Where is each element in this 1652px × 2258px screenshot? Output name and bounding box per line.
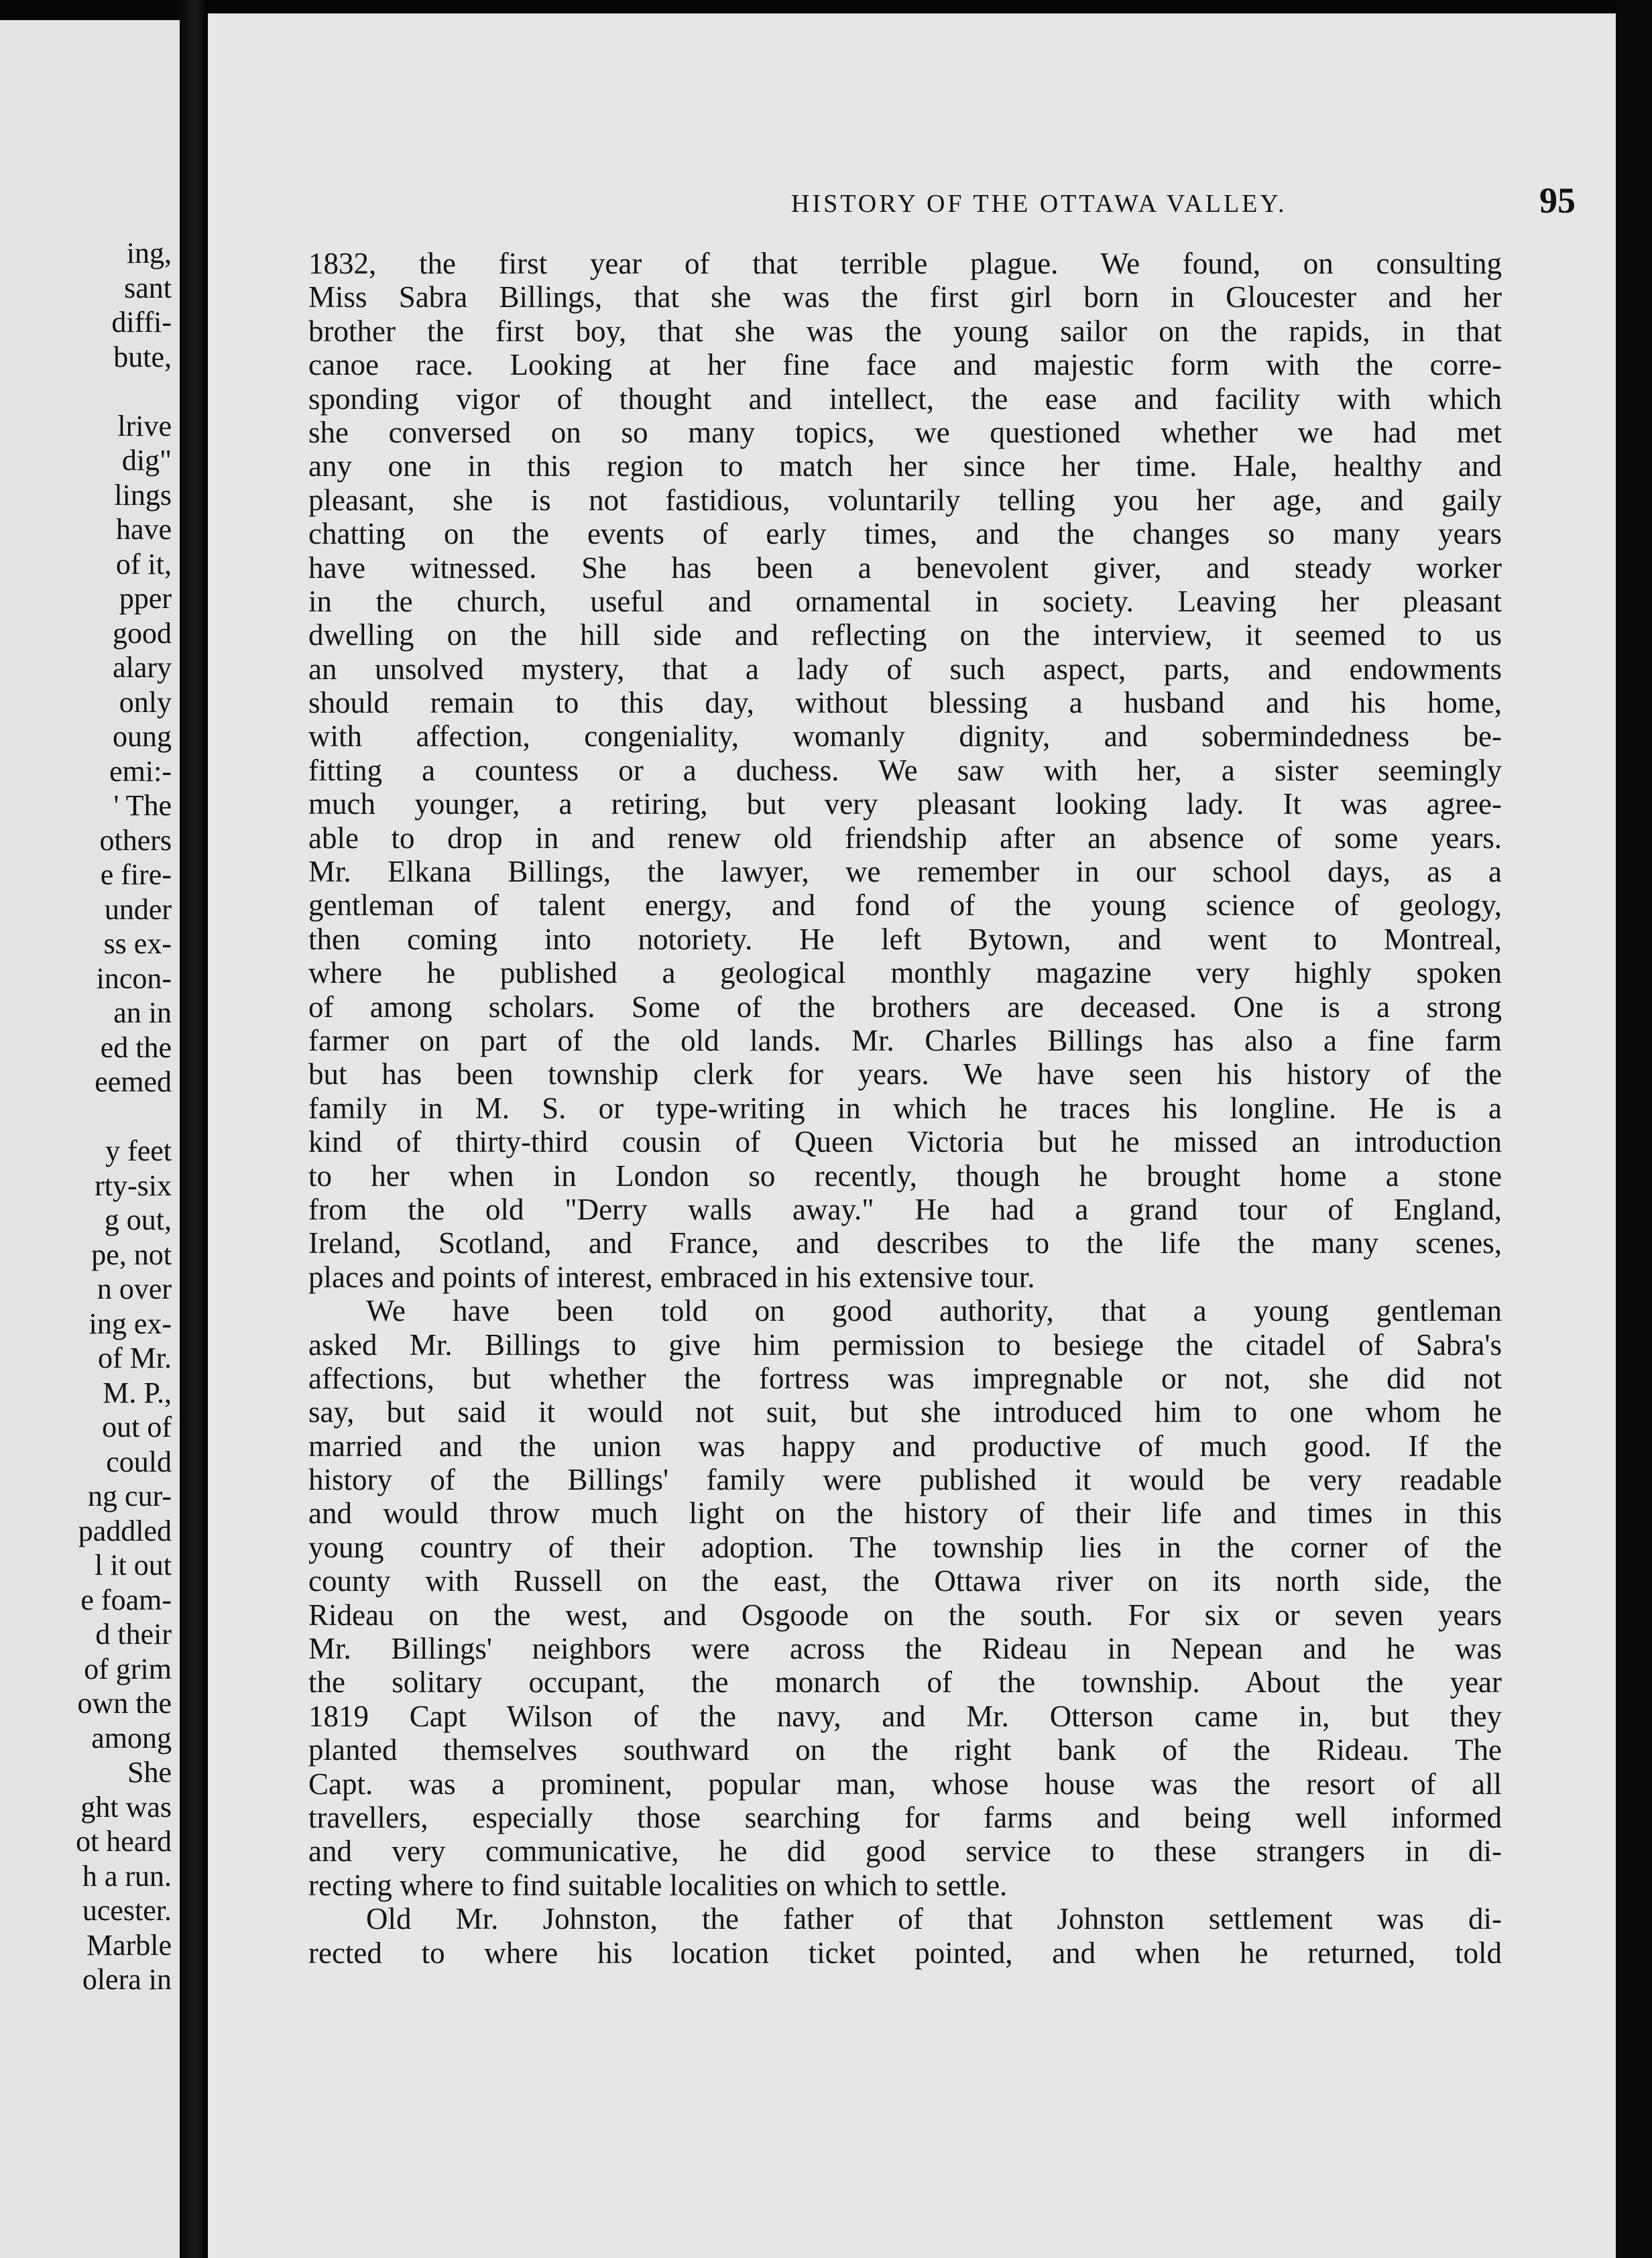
facing-page-fragment: She bbox=[127, 1756, 172, 1789]
facing-page-fragment: incon- bbox=[96, 961, 172, 995]
text-line: 1819 Capt Wilson of the navy, and Mr. Otterson came in, but they bbox=[308, 1699, 1502, 1733]
facing-page-fragment: good bbox=[113, 616, 172, 650]
facing-page-fragment: y feet bbox=[105, 1134, 172, 1167]
text-line: then coming into notoriety. He left Bytown, and went to Montreal, bbox=[308, 922, 1502, 956]
text-line: of among scholars. Some of the brothers are deceased. One is a strong bbox=[308, 990, 1502, 1024]
text-line: fitting a countess or a duchess. We saw with her, a sister seemingly bbox=[308, 753, 1502, 787]
facing-page-fragment: only bbox=[119, 685, 172, 719]
text-line: and would throw much light on the history of their life and times in this bbox=[308, 1496, 1502, 1531]
facing-page-fragment: dig" bbox=[121, 444, 172, 477]
text-line: Capt. was a prominent, popular man, whose house was the resort of all bbox=[308, 1767, 1502, 1801]
facing-page-fragment: others bbox=[99, 823, 172, 857]
facing-page-fragment: could bbox=[106, 1445, 172, 1478]
text-line: say, but said it would not suit, but she introduced him to one whom he bbox=[308, 1395, 1502, 1429]
facing-page-fragment: n over bbox=[97, 1272, 172, 1305]
facing-page-fragment: g out, bbox=[104, 1203, 172, 1236]
text-line: pleasant, she is not fastidious, voluntarily telling you her age, and gaily bbox=[308, 483, 1502, 517]
text-line: have witnessed. She has been a benevolent giver, and steady worker bbox=[308, 550, 1502, 585]
text-line: from the old "Derry walls away." He had a grand tour of England, bbox=[308, 1192, 1502, 1226]
facing-page-fragment: d their bbox=[95, 1618, 172, 1651]
text-line: kind of thirty-third cousin of Queen Victoria but he missed an introduction bbox=[308, 1125, 1502, 1159]
text-line: chatting on the events of early times, and the changes so many years bbox=[308, 517, 1502, 551]
facing-page-fragment: rty-six bbox=[95, 1169, 172, 1202]
text-line: Miss Sabra Billings, that she was the first girl born in Gloucester and her bbox=[308, 280, 1502, 314]
facing-page-fragment: ot heard bbox=[76, 1825, 172, 1858]
facing-page-fragment: ing, bbox=[126, 237, 172, 270]
text-line: places and points of interest, embraced in his extensive tour. bbox=[308, 1260, 1035, 1294]
facing-page-fragment: emi:- bbox=[109, 754, 172, 788]
text-line: rected to where his location ticket pointed, and when he returned, told bbox=[308, 1936, 1502, 1970]
text-line: 1832, the first year of that terrible plague. We found, on consulting bbox=[308, 247, 1502, 280]
text-line: where he published a geological monthly magazine very highly spoken bbox=[308, 956, 1502, 990]
facing-page-fragment: oung bbox=[113, 720, 172, 753]
facing-page-fragment: alary bbox=[113, 651, 172, 684]
text-line: should remain to this day, without blessing a husband and his home, bbox=[308, 686, 1502, 720]
text-line: she conversed on so many topics, we questioned whether we had met bbox=[308, 415, 1502, 449]
facing-page-fragment: l it out bbox=[95, 1549, 172, 1582]
text-line: Mr. Billings' neighbors were across the Rideau in Nepean and he was bbox=[308, 1632, 1502, 1666]
text-line: Ireland, Scotland, and France, and describes to the life the many scenes, bbox=[308, 1226, 1502, 1260]
facing-page-fragment: ed the bbox=[100, 1030, 172, 1064]
facing-page-fragment: sant bbox=[124, 271, 172, 304]
text-line: family in M. S. or type-writing in which he traces his longline. He is a bbox=[308, 1091, 1502, 1125]
page-number: 95 bbox=[1539, 180, 1576, 221]
text-line: affections, but whether the fortress was impregnable or not, she did not bbox=[308, 1361, 1502, 1395]
facing-page-fragment: of Mr. bbox=[98, 1342, 172, 1374]
facing-page-fragment: M. P., bbox=[103, 1376, 172, 1409]
facing-page-fragment: e fire- bbox=[100, 858, 172, 891]
text-line: dwelling on the hill side and reflecting on the interview, it seemed to us bbox=[308, 618, 1502, 652]
facing-page-fragment: have bbox=[115, 513, 172, 546]
facing-page-fragment: olera in bbox=[82, 1963, 172, 1996]
text-line: an unsolved mystery, that a lady of such aspect, parts, and endowments bbox=[308, 652, 1502, 686]
text-line: recting where to find suitable localities on which to settle. bbox=[308, 1868, 1008, 1902]
facing-page-fragment: ' The bbox=[113, 789, 172, 822]
text-line: young country of their adoption. The township lies in the corner of the bbox=[308, 1530, 1502, 1564]
facing-page-fragment: paddled bbox=[78, 1514, 172, 1547]
facing-page-fragment: ss ex- bbox=[103, 927, 172, 960]
text-line: sponding vigor of thought and intellect, the ease and facility with which bbox=[308, 381, 1502, 416]
facing-page-fragment: own the bbox=[77, 1687, 172, 1720]
text-line: brother the first boy, that she was the young sailor on the rapids, in that bbox=[308, 314, 1502, 348]
text-line: with affection, congeniality, womanly dignity, and sobermindedness be- bbox=[308, 719, 1502, 754]
running-head: HISTORY OF THE OTTAWA VALLEY. bbox=[791, 190, 1287, 218]
scan-border bbox=[1616, 0, 1652, 2258]
text-line: any one in this region to match her since her time. Hale, healthy and bbox=[308, 449, 1502, 483]
text-line: and very communicative, he did good service to these strangers in di- bbox=[308, 1834, 1502, 1868]
body-text bbox=[308, 247, 1502, 1970]
facing-page-fragment: eemed bbox=[95, 1065, 172, 1098]
facing-page-fragment: of grim bbox=[84, 1652, 172, 1685]
text-line: Old Mr. Johnston, the father of that Johnston settlement was di- bbox=[366, 1902, 1502, 1936]
facing-page-fragment: ng cur- bbox=[88, 1480, 172, 1512]
text-line: We have been told on good authority, that a young gentleman bbox=[366, 1294, 1502, 1328]
facing-page-fragment: an in bbox=[113, 996, 172, 1029]
facing-page-fragment: diffi- bbox=[111, 306, 172, 339]
facing-page-fragment: of it, bbox=[115, 547, 172, 581]
text-line: Rideau on the west, and Osgoode on the south. For six or seven years bbox=[308, 1598, 1502, 1632]
text-line: able to drop in and renew old friendship after an absence of some years. bbox=[308, 821, 1502, 855]
text-line: travellers, especially those searching for farms and being well informed bbox=[308, 1800, 1502, 1834]
facing-page-edge bbox=[0, 20, 180, 2258]
text-line: gentleman of talent energy, and fond of the young science of geology, bbox=[308, 888, 1502, 923]
facing-page-fragment: Marble bbox=[86, 1928, 172, 1962]
facing-page-fragment: ucester. bbox=[82, 1894, 172, 1927]
facing-page-fragment: under bbox=[104, 892, 172, 926]
facing-page-fragment: ght was bbox=[80, 1790, 172, 1824]
facing-page-fragment: lings bbox=[114, 478, 172, 512]
text-line: the solitary occupant, the monarch of the township. About the year bbox=[308, 1665, 1502, 1700]
facing-page-fragment: out of bbox=[102, 1411, 172, 1443]
facing-page-fragment: among bbox=[91, 1721, 172, 1755]
text-line: farmer on part of the old lands. Mr. Charles Billings has also a fine farm bbox=[308, 1023, 1502, 1057]
facing-page-fragment: lrive bbox=[117, 409, 172, 442]
text-line: much younger, a retiring, but very pleasant looking lady. It was agree- bbox=[308, 787, 1502, 821]
facing-page-fragment: pe, not bbox=[91, 1238, 172, 1271]
page-header bbox=[583, 180, 1576, 227]
text-line: county with Russell on the east, the Ottawa river on its north side, the bbox=[308, 1564, 1502, 1598]
book-page bbox=[208, 13, 1616, 2258]
text-line: but has been township clerk for years. We have seen his history of the bbox=[308, 1057, 1502, 1091]
text-line: history of the Billings' family were published it would be very readable bbox=[308, 1463, 1502, 1497]
text-line: canoe race. Looking at her fine face and majestic form with the corre- bbox=[308, 348, 1502, 382]
text-line: to her when in London so recently, though he brought home a stone bbox=[308, 1158, 1502, 1193]
facing-page-fragment: pper bbox=[119, 582, 172, 615]
facing-page-fragment: ing ex- bbox=[88, 1307, 172, 1340]
facing-page-fragment: e foam- bbox=[80, 1583, 172, 1616]
text-line: planted themselves southward on the right bank of the Rideau. The bbox=[308, 1733, 1502, 1767]
text-line: in the church, useful and ornamental in society. Leaving her pleasant bbox=[308, 584, 1502, 618]
facing-page-fragment: h a run. bbox=[82, 1859, 172, 1893]
book-gutter bbox=[180, 0, 208, 2258]
text-line: Mr. Elkana Billings, the lawyer, we remember in our school days, as a bbox=[308, 855, 1502, 889]
text-line: asked Mr. Billings to give him permission to besiege the citadel of Sabra's bbox=[308, 1327, 1502, 1362]
facing-page-fragment: bute, bbox=[113, 340, 172, 373]
text-line: married and the union was happy and productive of much good. If the bbox=[308, 1429, 1502, 1463]
